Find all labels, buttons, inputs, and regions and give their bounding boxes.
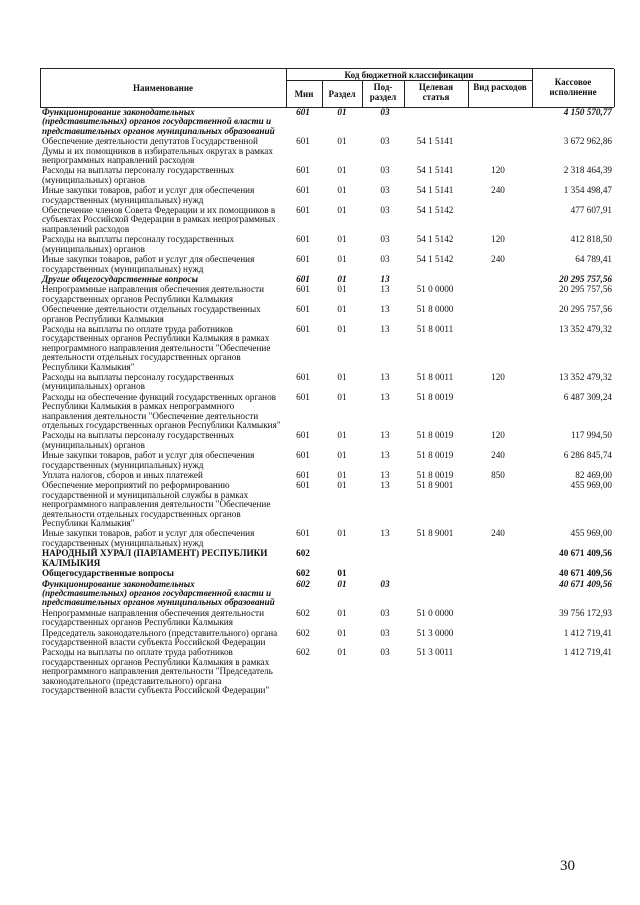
row-target: 51 8 0019: [416, 430, 454, 441]
row-min: 602: [296, 578, 310, 589]
table-row: [40, 549, 614, 569]
row-target: 51 3 0011: [416, 647, 454, 658]
row-min: 602: [296, 568, 310, 579]
row-razdel: 01: [337, 647, 347, 658]
row-razdel: 01: [337, 165, 347, 176]
table-row: [40, 206, 614, 235]
row-min: 601: [296, 323, 310, 334]
table-row: [40, 305, 614, 325]
header-podrazdel: Под-раздел: [369, 82, 397, 102]
row-name: Обеспечение мероприятий по реформированию государственной и муниципальной службы в рамках непрограммного направления деятельности "Обеспечение деятельности отдельных государственных органов Республики Калмыкия": [42, 480, 271, 529]
row-min: 601: [296, 136, 310, 147]
row-min: 601: [296, 185, 310, 196]
row-amount: 455 969,00: [570, 528, 612, 539]
row-amount: 40 671 409,56: [559, 568, 612, 579]
row-name: Расходы на выплаты персоналу государственных (муниципальных) органов: [42, 371, 235, 392]
budget-table: [40, 68, 614, 696]
row-min: 601: [296, 273, 310, 284]
header-border: [468, 80, 469, 107]
row-name: Иные закупки товаров, работ и услуг для обеспечения государственных (муниципальных) нужд: [42, 450, 255, 470]
row-amount: 1 354 498,47: [563, 185, 612, 196]
row-razdel: 01: [337, 391, 347, 402]
row-vid: 850: [491, 470, 505, 481]
row-vid: 240: [491, 450, 505, 461]
row-min: 601: [296, 254, 310, 265]
row-amount: 40 671 409,56: [559, 548, 612, 559]
row-amount: 39 756 172,93: [559, 607, 612, 618]
table-row: [40, 431, 614, 451]
row-name: Иные закупки товаров, работ и услуг для обеспечения государственных (муниципальных) нужд: [42, 254, 255, 274]
row-vid: 240: [491, 528, 505, 539]
row-name: Непрограммные направления обеспечения деятельности государственных органов Республики Калмыкия: [42, 284, 264, 304]
table-header: [40, 68, 614, 108]
row-name: Расходы на выплаты по оплате труда работников государственных органов Республики Калмыкия в рамках непрограммного направления деятельности "Председатель законодательного (представительного) органа государственной власти субъекта Российской Федерации": [42, 647, 273, 695]
row-podrazdel: 03: [380, 136, 390, 147]
row-amount: 2 318 464,39: [563, 165, 612, 176]
row-target: 54 1 5141: [416, 136, 454, 147]
row-podrazdel: 03: [380, 185, 390, 196]
row-podrazdel: 13: [380, 304, 390, 315]
row-min: 601: [296, 205, 310, 216]
header-code-group: Код бюджетной классификации: [344, 70, 474, 80]
row-podrazdel: 13: [380, 371, 390, 382]
row-podrazdel: 03: [380, 647, 390, 658]
row-razdel: 01: [337, 185, 347, 196]
row-amount: 20 295 757,56: [559, 273, 612, 284]
row-podrazdel: 13: [380, 284, 390, 295]
row-amount: 412 818,50: [570, 234, 612, 245]
row-target: 54 1 5142: [416, 205, 454, 216]
row-target: 54 1 5141: [416, 165, 454, 176]
row-name: Функционирование законодательных (представительных) органов государственной власти и представительных органов муниципальных образований: [42, 578, 275, 608]
row-amount: 20 295 757,56: [559, 284, 612, 295]
row-name: Другие общегосударственные вопросы: [42, 273, 198, 284]
row-name: Расходы на выплаты персоналу государственных (муниципальных) органов: [42, 430, 235, 450]
row-target: 51 8 9001: [416, 480, 454, 491]
row-name: НАРОДНЫЙ ХУРАЛ (ПАРЛАМЕНТ) РЕСПУБЛИКИ КАЛМЫКИЯ: [42, 548, 268, 568]
row-amount: 13 352 479,32: [559, 371, 612, 382]
row-razdel: 01: [337, 205, 347, 216]
header-razdel: Раздел: [328, 89, 356, 99]
row-min: 602: [296, 548, 310, 559]
row-name: Расходы на выплаты персоналу государственных (муниципальных) органов: [42, 165, 235, 185]
row-amount: 3 672 962,86: [563, 136, 612, 147]
table-row: [40, 186, 614, 206]
row-razdel: 01: [337, 568, 347, 579]
row-razdel: 01: [337, 136, 347, 147]
row-podrazdel: 03: [380, 254, 390, 265]
row-name: Обеспечение деятельности депутатов Государственной Думы и их помощников в избирательных округах в рамках непрограммных направлений расходов: [42, 136, 273, 166]
row-amount: 4 150 570,77: [563, 107, 612, 117]
row-target: 51 8 0000: [416, 304, 454, 315]
row-name: Расходы на выплаты по оплате труда работников государственных органов Республики Калмыкия в рамках непрограммного направления деятельности "Обеспечение деятельности отдельных государственных органов Республики Калмыкия": [42, 323, 271, 372]
header-vid: Вид расходов: [473, 82, 527, 92]
row-target: 51 0 0000: [416, 284, 454, 295]
row-target: 51 8 0019: [416, 470, 454, 481]
row-target: 51 8 9001: [416, 528, 454, 539]
row-amount: 117 994,50: [570, 430, 612, 441]
row-vid: 240: [491, 254, 505, 265]
row-target: 51 8 0011: [416, 371, 454, 382]
table-row: [40, 629, 614, 649]
row-amount: 1 412 719,41: [563, 627, 612, 638]
header-border: [532, 69, 533, 107]
header-divider: [286, 80, 532, 81]
row-podrazdel: 03: [380, 205, 390, 216]
table-row: [40, 451, 614, 471]
table-row: [40, 166, 614, 186]
row-name: Иные закупки товаров, работ и услуг для обеспечения государственных (муниципальных) нужд: [42, 185, 255, 205]
row-razdel: 01: [337, 480, 347, 491]
page-number: 30: [560, 858, 575, 874]
row-vid: 240: [491, 185, 505, 196]
row-min: 601: [296, 391, 310, 402]
row-razdel: 01: [337, 284, 347, 295]
row-min: 601: [296, 450, 310, 461]
table-row: [40, 108, 614, 137]
header-name: Наименование: [133, 83, 193, 93]
row-min: 601: [296, 165, 310, 176]
row-vid: 120: [491, 234, 505, 245]
row-min: 602: [296, 627, 310, 638]
table-row: [40, 255, 614, 275]
table-row: [40, 569, 614, 579]
row-vid: 120: [491, 165, 505, 176]
header-border: [362, 80, 363, 107]
table-row: [40, 648, 614, 696]
row-amount: 1 412 719,41: [563, 647, 612, 658]
row-razdel: 01: [337, 234, 347, 245]
row-target: 51 8 0019: [416, 391, 454, 402]
table-row: [40, 373, 614, 393]
row-razdel: 01: [337, 450, 347, 461]
table-row: [40, 285, 614, 305]
table-row: [40, 609, 614, 629]
table-body: [40, 108, 614, 696]
table-row: [40, 580, 614, 609]
row-amount: 82 469,00: [575, 470, 612, 481]
row-target: 51 3 0000: [416, 627, 454, 638]
row-min: 601: [296, 284, 310, 295]
row-amount: 477 607,91: [570, 205, 612, 216]
row-amount: 6 487 309,24: [563, 391, 612, 402]
row-min: 602: [296, 607, 310, 618]
row-name: Расходы на обеспечение функций государственных органов Республики Калмыкия в рамках непрограммного направления деятельности "Обеспечение деятельности отдельных государственных органов Республики Калмыкия": [42, 391, 281, 430]
row-razdel: 01: [337, 323, 347, 334]
row-podrazdel: 03: [380, 627, 390, 638]
row-min: 602: [296, 647, 310, 658]
row-podrazdel: 03: [380, 607, 390, 618]
row-target: 54 1 5142: [416, 234, 454, 245]
row-razdel: 01: [337, 578, 347, 589]
row-target: 51 8 0011: [416, 323, 454, 334]
row-podrazdel: 13: [380, 480, 390, 491]
row-name: Расходы на выплаты персоналу государственных (муниципальных) органов: [42, 234, 235, 254]
row-name: Обеспечение деятельности отдельных государственных органов Республики Калмыкия: [42, 304, 261, 324]
table-row: [40, 235, 614, 255]
table-row: [40, 481, 614, 529]
row-name: Председатель законодательного (представительного) органа государственной власти субъекта Российской Федерации: [42, 627, 278, 647]
row-razdel: 01: [337, 107, 347, 117]
row-amount: 6 286 845,74: [563, 450, 612, 461]
row-podrazdel: 13: [380, 430, 390, 441]
header-amount: Кассовое исполнение: [549, 77, 597, 97]
header-target: Целевая статья: [418, 82, 454, 102]
table-row: [40, 137, 614, 166]
header-min: Мин: [294, 89, 314, 99]
row-min: 601: [296, 107, 310, 117]
row-podrazdel: 13: [380, 470, 390, 481]
row-min: 601: [296, 470, 310, 481]
row-razdel: 01: [337, 254, 347, 265]
row-amount: 40 671 409,56: [559, 578, 612, 589]
row-razdel: 01: [337, 273, 347, 284]
header-border: [614, 69, 615, 107]
row-target: 51 0 0000: [416, 607, 454, 618]
row-min: 601: [296, 430, 310, 441]
row-target: 54 1 5142: [416, 254, 454, 265]
row-name: Обеспечение членов Совета Федерации и их помощников в субъектах Российской Федерации в рамках непрограммных направлений расходов: [42, 205, 276, 234]
row-podrazdel: 13: [380, 391, 390, 402]
row-razdel: 01: [337, 607, 347, 618]
table-row: [40, 529, 614, 549]
row-min: 601: [296, 528, 310, 539]
row-name: Непрограммные направления обеспечения деятельности государственных органов Республики Калмыкия: [42, 607, 264, 628]
row-amount: 20 295 757,56: [559, 304, 612, 315]
row-podrazdel: 03: [380, 165, 390, 176]
row-podrazdel: 13: [380, 450, 390, 461]
row-razdel: 01: [337, 627, 347, 638]
row-target: 51 8 0019: [416, 450, 454, 461]
row-amount: 64 789,41: [575, 254, 612, 265]
row-podrazdel: 03: [380, 107, 390, 117]
table-row: [40, 325, 614, 373]
row-razdel: 01: [337, 371, 347, 382]
header-border: [404, 80, 405, 107]
row-podrazdel: 13: [380, 273, 390, 284]
row-razdel: 01: [337, 304, 347, 315]
row-amount: 13 352 479,32: [559, 323, 612, 334]
row-podrazdel: 13: [380, 528, 390, 539]
row-vid: 120: [491, 430, 505, 441]
row-podrazdel: 13: [380, 323, 390, 334]
row-name: Уплата налогов, сборов и иных платежей: [42, 470, 203, 481]
row-name: Функционирование законодательных (представительных) органов государственной власти и представительных органов муниципальных образований: [42, 107, 275, 136]
row-razdel: 01: [337, 470, 347, 481]
row-name: Общегосударственные вопросы: [42, 568, 174, 579]
table-row: [40, 393, 614, 432]
row-min: 601: [296, 480, 310, 491]
row-razdel: 01: [337, 528, 347, 539]
row-amount: 455 969,00: [570, 480, 612, 491]
row-vid: 120: [491, 371, 505, 382]
row-podrazdel: 03: [380, 234, 390, 245]
row-target: 54 1 5141: [416, 185, 454, 196]
row-name: Иные закупки товаров, работ и услуг для обеспечения государственных (муниципальных) нужд: [42, 528, 255, 548]
row-min: 601: [296, 304, 310, 315]
row-min: 601: [296, 234, 310, 245]
row-razdel: 01: [337, 430, 347, 441]
row-min: 601: [296, 371, 310, 382]
row-podrazdel: 03: [380, 578, 390, 589]
